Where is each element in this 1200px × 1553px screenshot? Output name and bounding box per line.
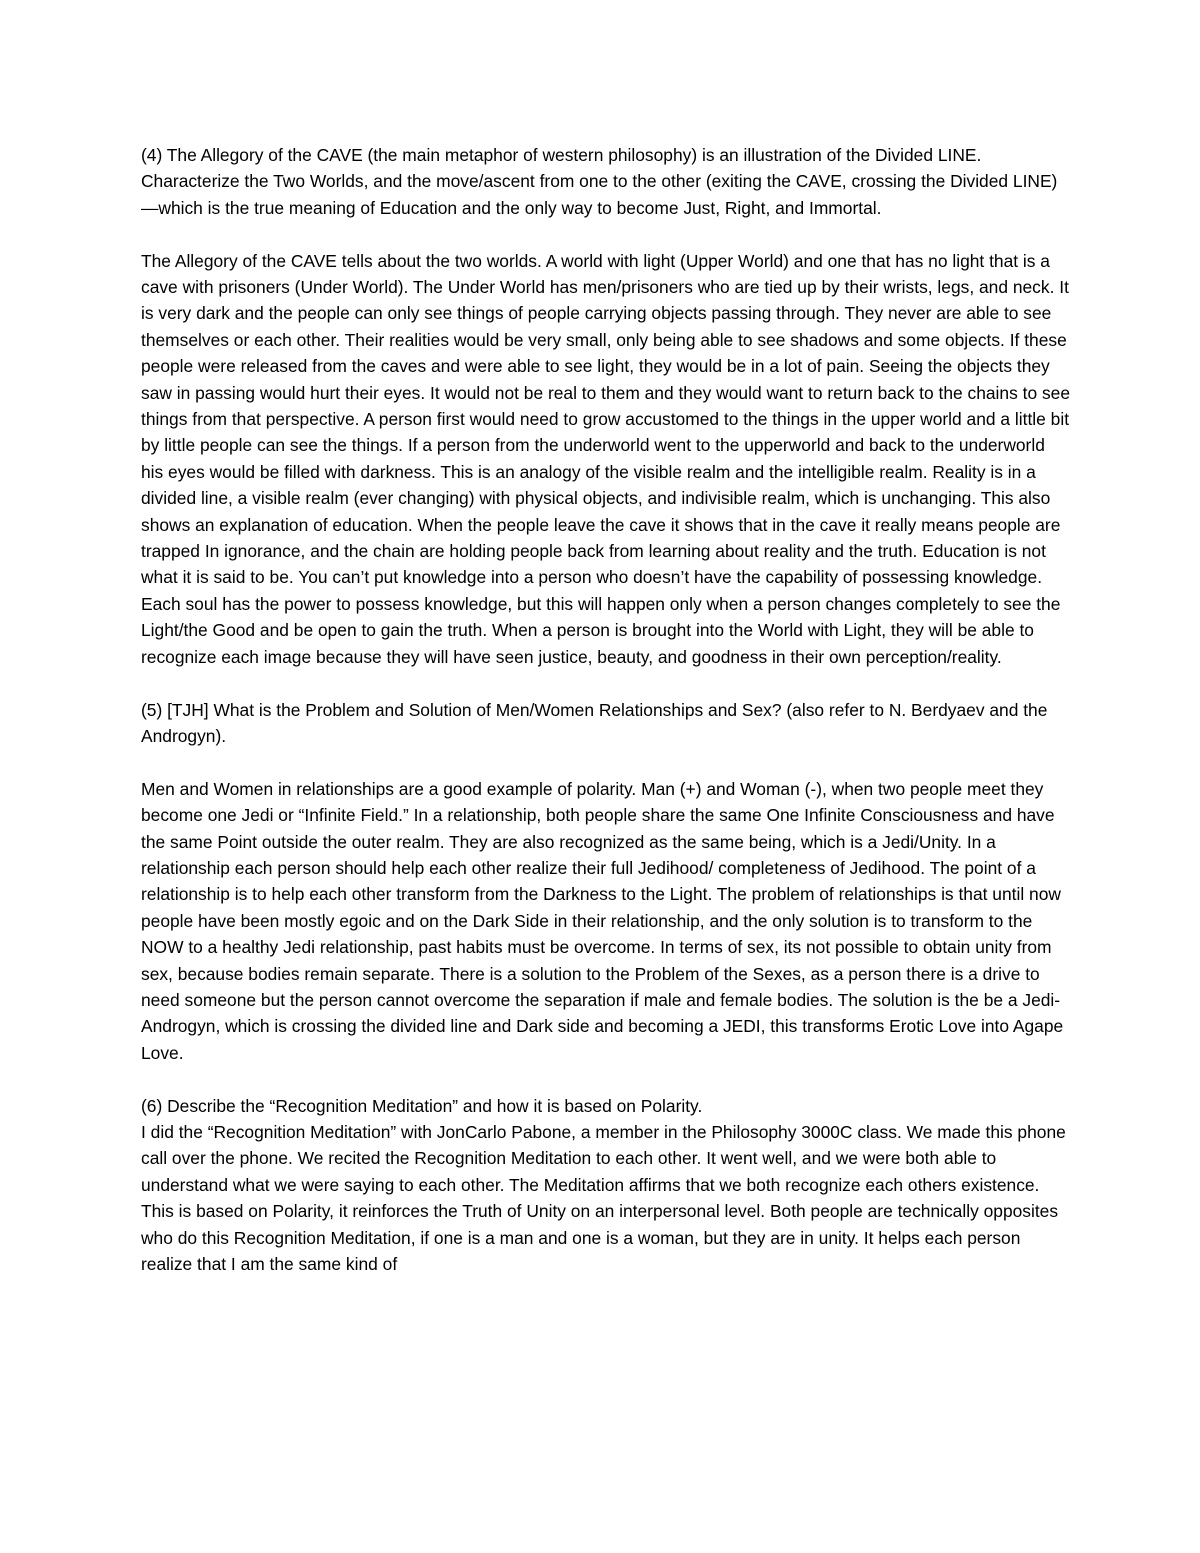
paragraph-gap [141, 1066, 1071, 1092]
paragraph-gap [141, 749, 1071, 775]
question-4: (4) The Allegory of the CAVE (the main metaphor of western philosophy) is an illustration of the Divided LINE. Characterize the Two Worlds, and the move/ascent from one to the other (exiting the CAVE, crossing the Divided LINE)—which is the true meaning of Education and the only way to become Just, Right, and Immortal. [141, 145, 1058, 218]
paragraph-gap [141, 221, 1071, 247]
answer-4: The Allegory of the CAVE tells about the two worlds. A world with light (Upper World) and one that has no light that is a cave with prisoners (Under World). The Under World has men/prisoners who are tied up by their wrists, legs, and neck. It is very dark and the people can only see things of people carrying objects passing through. They never are able to see themselves or each other. Their realities would be very small, only being able to see shadows and some objects. If these people were released from the caves and were able to see light, they would be in a lot of pain. Seeing the objects they saw in passing would hurt their eyes. It would not be real to them and they would want to return back to the chains to see things from that perspective. A person first would need to grow accustomed to the things in the upper world and a little bit by little people can see the things. If a person from the underworld went to the upperworld and back to the underworld his eyes would be filled with darkness. This is an analogy of the visible realm and the intelligible realm. Reality is in a divided line, a visible realm (ever changing) with physical objects, and indivisible realm, which is unchanging. This also shows an explanation of education. When the people leave the cave it shows that in the cave it really means people are trapped In ignorance, and the chain are holding people back from learning about reality and the truth. Education is not what it is said to be. You can’t put knowledge into a person who doesn’t have the capability of possessing knowledge. Each soul has the power to possess knowledge, but this will happen only when a person changes completely to see the Light/the Good and be open to gain the truth. When a person is brought into the World with Light, they will be able to recognize each image because they will have seen justice, beauty, and goodness in their own perception/reality. [141, 250, 1070, 667]
answer-6: I did the “Recognition Meditation” with JonCarlo Pabone, a member in the Philosophy 3000C class. We made this phone call over the phone. We recited the Recognition Meditation to each other. It went well, and we were both able to understand what we were saying to each other. The Meditation affirms that we both recognize each others existence. This is based on Polarity, it reinforces the Truth of Unity on an interpersonal level. Both people are technically opposites who do this Recognition Meditation, if one is a man and one is a woman, but they are in unity. It helps each person realize that I am the same kind of [141, 1121, 1066, 1274]
document-body [141, 142, 1071, 1277]
question-5: (5) [TJH] What is the Problem and Solution of Men/Women Relationships and Sex? (also refer to N. Berdyaev and the Androgyn). [141, 699, 1048, 746]
answer-5: Men and Women in relationships are a good example of polarity. Man (+) and Woman (-), when two people meet they become one Jedi or “Infinite Field.” In a relationship, both people share the same One Infinite Consciousness and have the same Point outside the outer realm. They are also recognized as the same being, which is a Jedi/Unity. In a relationship each person should help each other realize their full Jedihood/ completeness of Jedihood. The point of a relationship is to help each other transform from the Darkness to the Light. The problem of relationships is that until now people have been mostly egoic and on the Dark Side in their relationship, and the only solution is to transform to the NOW to a healthy Jedi relationship, past habits must be overcome. In terms of sex, its not possible to obtain unity from sex, because bodies remain separate. There is a solution to the Problem of the Sexes, as a person there is a drive to need someone but the person cannot overcome the separation if male and female bodies. The solution is the be a Jedi-Androgyn, which is crossing the divided line and Dark side and becoming a JEDI, this transforms Erotic Love into Agape Love. [141, 778, 1064, 1063]
paragraph-gap [141, 670, 1071, 696]
question-6: (6) Describe the “Recognition Meditation” and how it is based on Polarity. [141, 1095, 703, 1116]
